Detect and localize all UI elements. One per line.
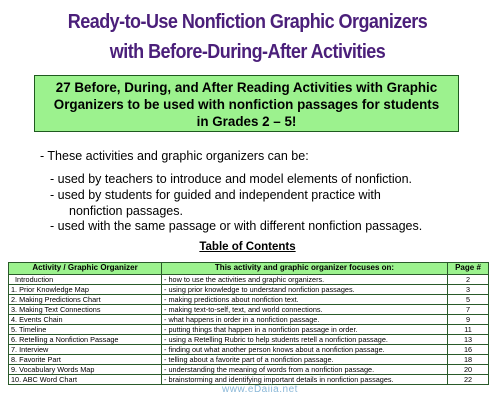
cell-activity: 4. Events Chain: [9, 315, 162, 325]
bullet-passages: - used with the same passage or with different nonfiction passages.: [50, 219, 423, 233]
cell-page: 16: [448, 345, 489, 355]
cell-activity: 9. Vocabulary Words Map: [9, 365, 162, 375]
table-row: [9, 335, 489, 345]
bullet-students-continued: nonfiction passages.: [69, 204, 183, 218]
cell-focus: - brainstorming and identifying important details in nonfiction passages.: [162, 375, 448, 385]
cell-focus: - understanding the meaning of words from a nonfiction passage.: [162, 365, 448, 375]
header-activity: Activity / Graphic Organizer: [9, 263, 162, 275]
cell-page: 7: [448, 305, 489, 315]
cell-activity: Introduction: [9, 275, 162, 285]
table-row: [9, 285, 489, 295]
intro-text: - These activities and graphic organizers can be:: [40, 149, 309, 163]
cell-page: 5: [448, 295, 489, 305]
cell-activity: 5. Timeline: [9, 325, 162, 335]
cell-activity: 8. Favorite Part: [9, 355, 162, 365]
cell-activity: 7. Interview: [9, 345, 162, 355]
table-row: [9, 295, 489, 305]
toc-table: [8, 262, 489, 385]
table-row: [9, 355, 489, 365]
cell-activity: 2. Making Predictions Chart: [9, 295, 162, 305]
cell-activity: 10. ABC Word Chart: [9, 375, 162, 385]
cell-page: 3: [448, 285, 489, 295]
cell-activity: 3. Making Text Connections: [9, 305, 162, 315]
cell-focus: - using prior knowledge to understand nonfiction passages.: [162, 285, 448, 295]
table-row: [9, 365, 489, 375]
toc-title: Table of Contents: [199, 241, 296, 253]
cell-page: 22: [448, 375, 489, 385]
cell-page: 13: [448, 335, 489, 345]
cell-focus: - using a Retelling Rubric to help students retell a nonfiction passage.: [162, 335, 448, 345]
cell-page: 11: [448, 325, 489, 335]
cell-focus: - what happens in order in a nonfiction passage.: [162, 315, 448, 325]
table-row: [9, 375, 489, 385]
title-line-2: with Before-During-After Activities: [109, 41, 386, 63]
banner-line-2: Organizers to be used with nonfiction passages for students: [53, 97, 440, 112]
table-row: [9, 275, 489, 285]
cell-page: 20: [448, 365, 489, 375]
banner-line-1: 27 Before, During, and After Reading Activities with Graphic: [55, 80, 438, 95]
header-focus: This activity and graphic organizer focuses on:: [162, 263, 448, 275]
table-row: [9, 325, 489, 335]
bullet-teachers: - used by teachers to introduce and model elements of nonfiction.: [50, 172, 413, 186]
title-line-1: Ready-to-Use Nonfiction Graphic Organizers: [67, 11, 428, 33]
cell-focus: - making text-to-self, text, and world connections.: [162, 305, 448, 315]
header-page: Page #: [448, 263, 489, 275]
cell-focus: - how to use the activities and graphic organizers.: [162, 275, 448, 285]
cell-focus: - finding out what another person knows about a nonfiction passage.: [162, 345, 448, 355]
cell-activity: 6. Retelling a Nonfiction Passage: [9, 335, 162, 345]
banner-line-3: in Grades 2 – 5!: [196, 114, 297, 129]
cell-focus: - making predictions about nonfiction text.: [162, 295, 448, 305]
cell-focus: - putting things that happen in a nonfiction passage in order.: [162, 325, 448, 335]
table-row: [9, 345, 489, 355]
toc-header-row: [9, 263, 489, 275]
table-row: [9, 305, 489, 315]
cell-activity: 1. Prior Knowledge Map: [9, 285, 162, 295]
bullet-students: - used by students for guided and independent practice with: [50, 188, 381, 202]
cell-focus: - telling about a favorite part of a nonfiction passage.: [162, 355, 448, 365]
watermark: www.eDaiia.net: [222, 384, 298, 395]
table-row: [9, 315, 489, 325]
cell-page: 9: [448, 315, 489, 325]
cell-page: 2: [448, 275, 489, 285]
cell-page: 18: [448, 355, 489, 365]
summary-banner: [34, 75, 459, 132]
